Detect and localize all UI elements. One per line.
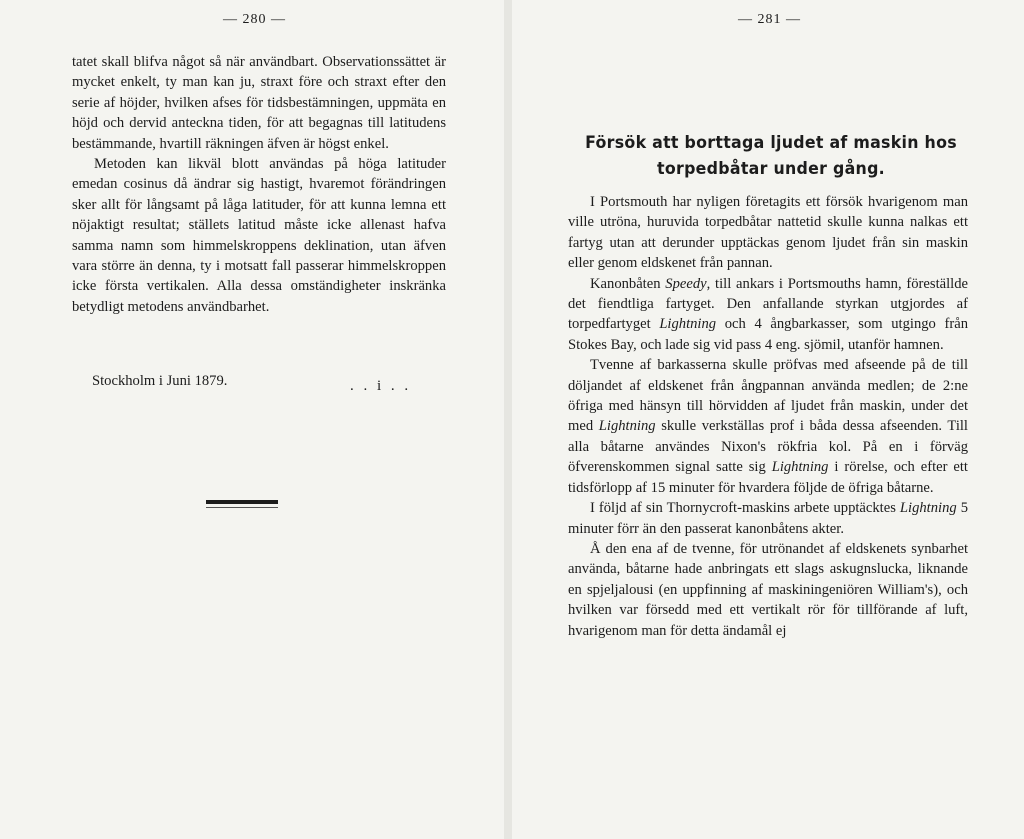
end-rule-thin [206, 507, 278, 508]
right-paragraph-3: Tvenne af barkasserna skulle pröfvas med afseende på de till döljandet af eldskenet från ångpannan använda medlen; de 2:ne öfriga med hänsyn till hörvidden af ljudet från maskin, under det med Lightning skulle verkställas prof i båda dessa afseenden. Till alla båtarne användes Nixon's rökfria kol. På en i förväg öfverenskommen signal satte sig Lightning i rörelse, och efter ett tidsförlopp af 15 minuter för hvardera följde de öfriga båtarne. [568, 357, 968, 496]
right-paragraph-5: Å den ena af de tvenne, för utrönandet af eldskenets synbarhet använda, båtarne hade anbringats ett slags askugnslucka, liknande en spjeljalousi (en uppfinning af maskiningeniören William's), och hvilken var försedd med ett vertikalt rör för tillförande af luft, hvarigenom man för detta ändamål ej [568, 540, 968, 639]
right-paragraph-1: I Portsmouth har nyligen företagits ett försök hvarigenom man ville utröna, huruvida torpedbåtar nattetid skulle kunna nalkas ett fartyg utan att derunder upptäckas genom ljudet från sin maskin eller genom eldskenet från pannan. [568, 194, 968, 272]
page-number-left: — 280 — [223, 12, 286, 27]
right-page [512, 0, 1024, 839]
right-paragraph-4: I följd af sin Thornycroft-maskins arbete upptäcktes Lightning 5 minuter förr än den passerat kanonbåtens akter. [568, 500, 969, 537]
article-heading: Försök att borttaga ljudet af maskin hos torpedbåtar under gång. [585, 133, 957, 179]
page-number-right: — 281 — [738, 12, 801, 27]
place-date-line: Stockholm i Juni 1879. [92, 373, 228, 389]
left-body-text [72, 52, 446, 317]
left-paragraph-2: Metoden kan likväl blott användas på höga latituder emedan cosinus då ändrar sig hastigt, hvaremot förändringen sker allt för långsamt på låga latituder, för att kunna lemna ett nöjaktigt resultat; ställets latitud måste icke allenast hafva samma namn som himmelskroppens deklination, utan äfven vara större än denna, ty i motsatt fall passerar himmelskroppen icke första vertikalen. Alla dessa omständigheter inskränka betydligt metodens användbarhet. [72, 156, 446, 315]
right-paragraph-2: Kanonbåten Speedy, till ankars i Portsmouths hamn, föreställde det fiendtliga fartyget. Den anfallande styrkan utgjordes af torpedfartyget Lightning och 4 ångbarkasser, som utgingo från Stokes Bay, och lade sig vid pass 4 eng. sjömil, utanför hamnen. [568, 275, 968, 353]
book-gutter [504, 0, 512, 839]
right-body-text [568, 192, 968, 641]
left-page [0, 0, 505, 839]
end-rule-thick [206, 500, 278, 504]
left-paragraph-1: tatet skall blifva något så när användbart. Observationssättet är mycket enkelt, ty man kan ju, straxt före och straxt efter den serie af höjder, hvilken afses för tidsbestämningen, uppmäta en höjd och dervid anteckna tiden, för att begagnas till latitudens bestämmande, hvartill räkningen äfven är högst enkel. [72, 54, 446, 152]
section-end-mark: . . i . . [350, 378, 412, 394]
